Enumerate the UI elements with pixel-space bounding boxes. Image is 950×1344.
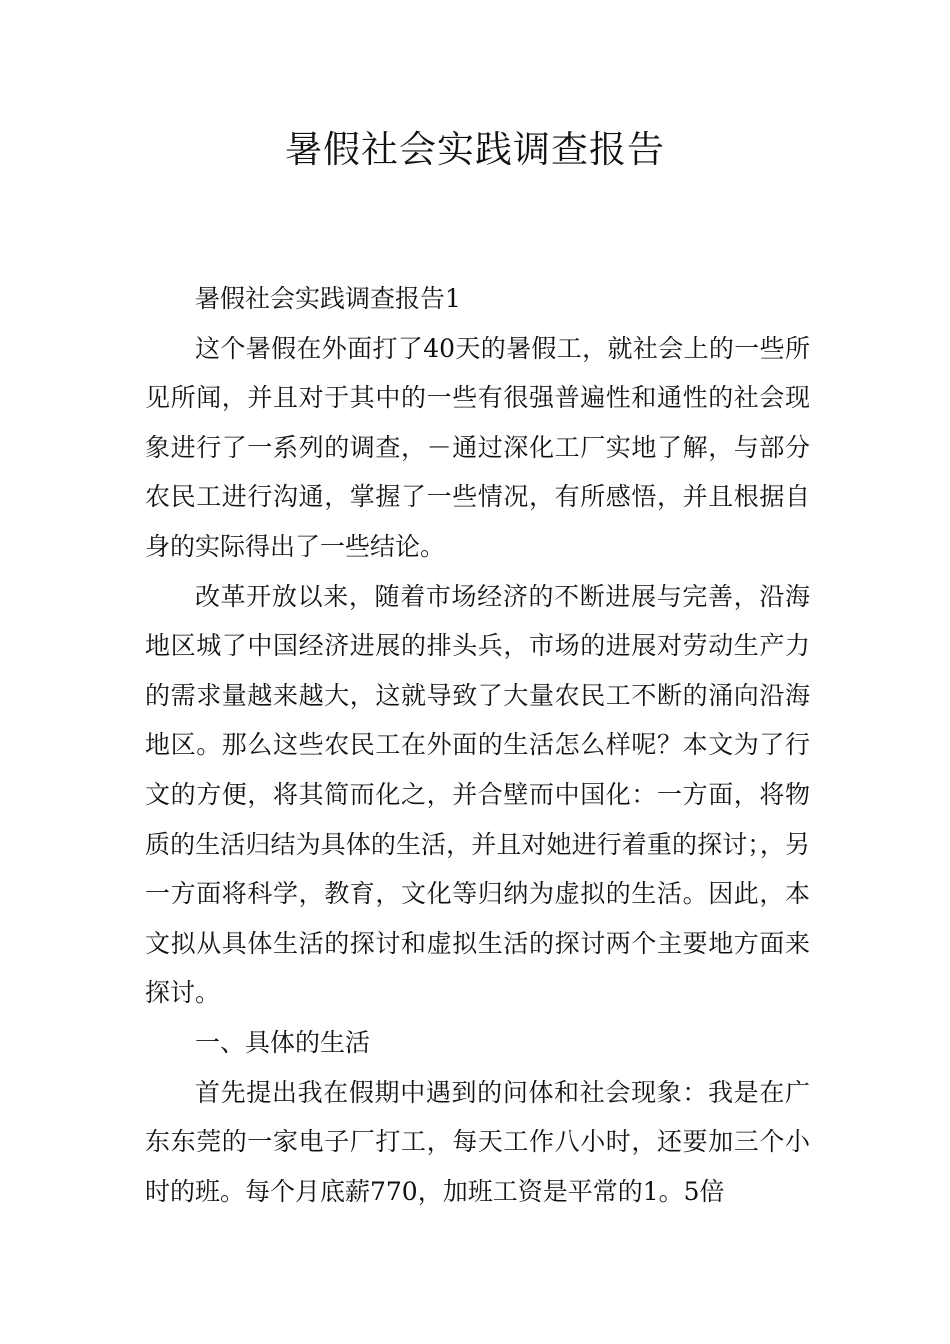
report-subtitle: 暑假社会实践调查报告1: [195, 284, 461, 313]
document-body: [145, 274, 810, 1216]
section-heading-concrete-life: 一、具体的生活: [195, 1027, 371, 1057]
paragraph-work-experience: 首先提出我在假期中遇到的问体和社会现象：我是在广东东莞的一家电子厂打工，每天工作八小时，还要加三个小时的班。每个月底薪770，加班工资是平常的1。5倍: [145, 1077, 810, 1206]
paragraph-intro: 这个暑假在外面打了40天的暑假工，就社会上的一些所见所闻，并且对于其中的一些有很强普遍性和通性的社会现象进行了一系列的调查，－通过深化工厂实地了解，与部分农民工进行沟通，掌握了一些情况，有所感悟，并且根据自身的实际得出了一些结论。: [145, 333, 810, 561]
document-title: 暑假社会实践调查报告: [285, 128, 665, 171]
paragraph-background: 改革开放以来，随着市场经济的不断进展与完善，沿海地区城了中国经济进展的排头兵，市场的进展对劳动生产力的需求量越来越大，这就导致了大量农民工不断的涌向沿海地区。那么这些农民工在外面的生活怎么样呢？本文为了行文的方便，将其简而化之，并合壁而中国化：一方面，将物质的生活归结为具体的生活，并且对她进行着重的探讨；，另一方面将科学，教育，文化等归纳为虚拟的生活。因此，本文拟从具体生活的探讨和虚拟生活的探讨两个主要地方面来探讨。: [145, 581, 810, 1008]
